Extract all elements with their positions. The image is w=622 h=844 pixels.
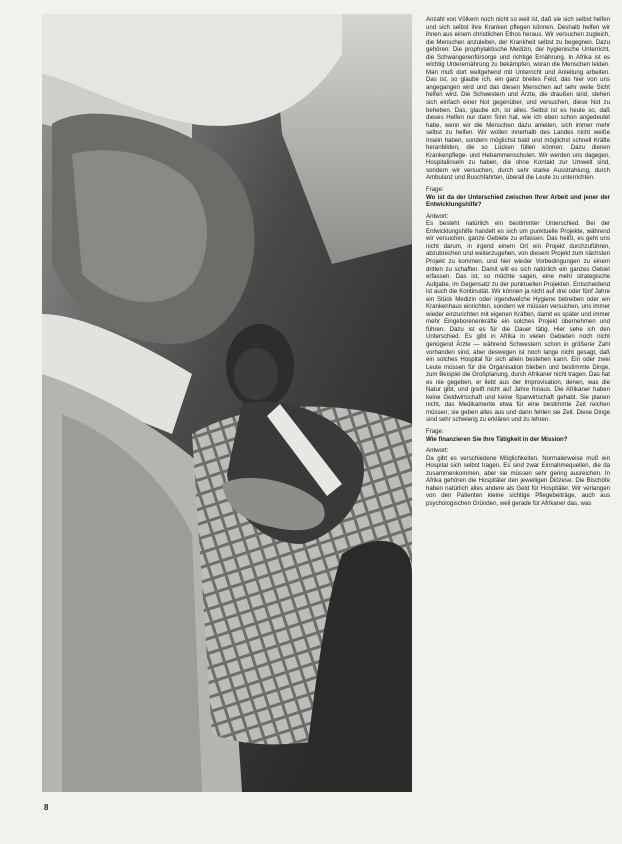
article-text-column <box>426 16 610 828</box>
interview-question: Wie finanzieren Sie Ihre Tätigkeit in der Mission? <box>426 435 568 443</box>
answer-label: Antwort: <box>426 447 449 455</box>
question-label: Frage: <box>426 427 444 435</box>
photo-illustration <box>42 14 412 792</box>
interview-question: Wo ist da der Unterschied zwischen Ihrer Arbeit und jener der Entwicklungshilfe? <box>426 193 610 209</box>
nurse-feeding-infant-photo <box>42 14 412 792</box>
answer-label: Antwort: <box>426 212 449 220</box>
question-label: Frage: <box>426 186 444 194</box>
article-paragraph: Da gibt es verschiedene Möglichkeiten. Normalerweise muß ein Hospital sich selbst tragen. Es sind zwar Einnahmequellen, die da zusammenkommen, aber sie müssen sehr gering ausreichen. In Afrika gehören die Hospitäler den jeweiligen Diözese. Die Bischöfe haben natürlich alles andere als Geld für Hospitäler. Wir verlangen von den Patienten kleine sichtige Pflegebeiträge, auch aus psychologischen Gründen, weil gerade für Afrikaner das, was <box>426 454 610 507</box>
page-number: 8 <box>44 803 49 812</box>
article-paragraph: Es besteht natürlich ein bestimmter Unterschied. Bei der Entwicklungshilfe handelt es sich um punktuelle Projekte, während wir versuchen, ganze Gebiete zu erfassen. Das heißt, es geht uns nicht darum, in irgend einem Ort ein Projekt durchzuführen, abzubrechen und weiterzugehen, von diesem Projekt zum nächsten Projekt zu kommen, und hier wieder Vorbedingungen zu einem dritten zu schaffen. Damit will es sich natürlich ein ganzes Gebiet erfassen. Das ist, so möchte sagen, eine mehr strategische Aufgabe, im Gegensatz zu der punktuellen Projekten. Entscheidend ist auch die Kontinuität. Wir können ja nicht auf drei oder fünf Jahre ein Stück Medizin oder irgendwelche Hygiene betreiben oder ein Krankenhaus einrichten, sondern wir müssen versuchen, uns immer wieder einzurichten mit eigenen Kräften, damit es später und immer mehr Eingeborenenkräfte ein solches Projekt übernehmen und führen. Dazu ist es für die Dauer tätig. Hier sehe ich den Unterschied. Es gibt in Afrika in vielen Gebieten noch nicht genügend Ärzte — während Schwestern schon in größerer Zahl vorhanden sind, aber deswegen ist noch lange nicht gesagt, daß ein solches Hospital für sich allein bestehen kann. Ein oder zwei Leute müssen für die Organisation bleiben und bestimmte Dinge, zum Beispiel die Großplanung, durch Afrikaner nicht tragen. Das hat es nie gegeben, er liebt aus der Improvisation, denen, was die Natur gibt, und greift nicht auf Jahre hinaus. Die Afrikaner haben keine Geldwirtschaft und keine Sparwirtschaft gehabt. Sie planen nicht, das Medikamente etwa für eine bestimmte Zeit reichen müssen; sie geben alles aus und dann fehlen sie Zeit. Diese Dinge sind sehr schwierig zu erklären und zu lehren. <box>426 220 610 424</box>
article-paragraph: Anzahl von Völkern noch nicht so weit ist, daß sie sich selbst helfen und sich selbst ihre Kranken pflegen können. Deshalb helfen wir ihnen aus einem christlichen Ethos heraus. Wir versuchen zugleich, die Menschen anzuleiten, der Krankheit selbst zu begegnen. Dazu gehören: Die prophylaktische Medizin, der hygienische Unterricht, die Schwangerenfürsorge und richtige Ernährung. In Afrika ist es wichtig Unterernährung zu bekämpfen, woran die Menschen leiden. Man muß dort weitgehend mit Unterricht und Anleitung arbeiten. Das ist, so glaube ich, ein ganz breites Feld, das hier von uns angegangen wird und das diesen Menschen auf sehr weite Sicht helfen wird. Die Schwestern und Ärzte, die draußen sind, stehen sich einfach einer Not gegenüber, und versuchen, diese Not zu beheben. Das, glaube ich, ist alles. Selbst ist es heute so, daß dieses Helfen nur dann Sinn hat, wie ich eben schon angedeutet habe, wenn wir die Menschen dazu anleiten, sich immer mehr selbst zu helfen. Wir wollen innerhalb des Landes nicht weiße Inseln haben, sondern möglichst bald und möglichst schnell Kräfte heranbilden, die so Lücken füllen können. Dazu dienen Krankenpflege- und Hebammenschulen. Wir werden uns dagegen, Hospitalinseln zu haben, die ohne Kontakt zur Umwelt sind, sondern wir versuchen, durch sehr starke Ausstrahlung, durch Ambulanz und Buschfahrten, überall die Leute zu unterrichten. <box>426 16 610 182</box>
